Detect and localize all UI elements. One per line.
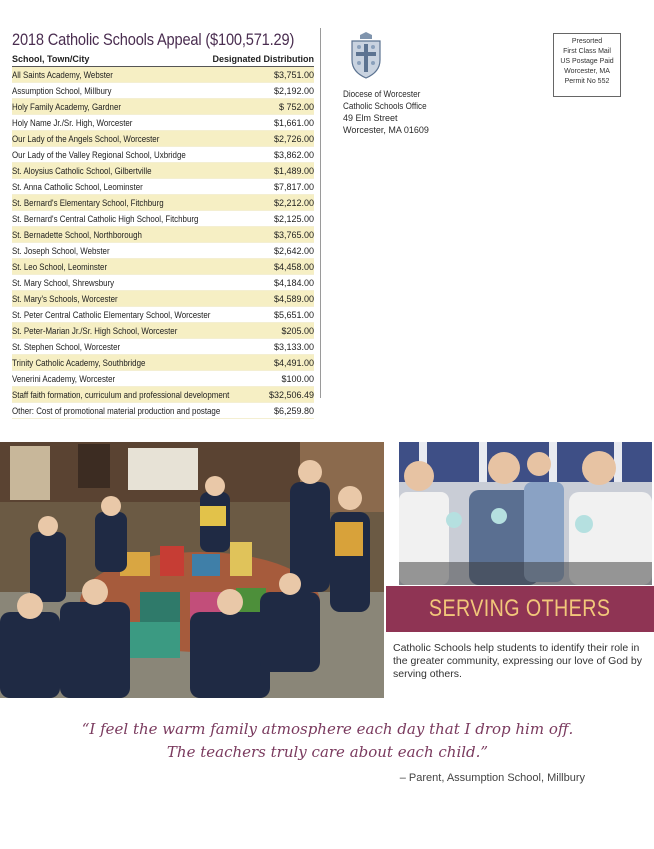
school-name: St. Joseph School, Webster [12, 245, 110, 256]
postage-line2: First Class Mail [563, 48, 611, 55]
school-name: St. Leo School, Leominster [12, 261, 108, 272]
school-name: St. Aloysius Catholic School, Gilbertville [12, 165, 152, 176]
distribution-amount: $4,184.00 [273, 277, 314, 288]
school-name: Trinity Catholic Academy, Southbridge [12, 357, 146, 368]
photo-children-with-flowers [399, 442, 652, 585]
address-org-line2: Catholic Schools Office [343, 101, 427, 111]
serving-others-banner [386, 586, 654, 632]
distribution-amount: $5,651.00 [273, 309, 314, 320]
appeal-title: 2018 Catholic Schools Appeal ($100,571.29) [12, 30, 295, 49]
school-name: St. Bernard's Central Catholic High School, Fitchburg [12, 213, 199, 224]
table-row [12, 99, 314, 115]
quote-line2: The teachers truly care about each child.” [166, 743, 489, 761]
distribution-amount: $2,212.00 [273, 197, 314, 208]
school-name: Our Lady of the Valley Regional School, Uxbridge [12, 149, 186, 160]
distribution-amount: $3,133.00 [273, 341, 314, 352]
distribution-amount: $3,862.00 [273, 149, 314, 160]
address-street: 49 Elm Street [343, 113, 398, 123]
school-name: Other: Cost of promotional material production and postage [12, 405, 221, 416]
address-city: Worcester, MA 01609 [343, 125, 429, 135]
postage-line4: Worcester, MA [564, 68, 610, 75]
photo-students-food-drive [0, 442, 384, 698]
distribution-amount: $3,765.00 [273, 229, 314, 240]
school-name: St. Bernadette School, Northborough [12, 229, 142, 240]
school-name: Venerini Academy, Worcester [12, 373, 116, 384]
quote-attribution: – Parent, Assumption School, Millbury [399, 772, 585, 784]
table-row [12, 163, 314, 179]
school-name: St. Anna Catholic School, Leominster [12, 181, 143, 192]
table-row [12, 131, 314, 147]
col-header-school: School, Town/City [12, 54, 90, 64]
table-row [12, 227, 314, 243]
school-name: Staff faith formation, curriculum and professional development [12, 389, 230, 400]
distribution-amount: $32,506.49 [268, 389, 314, 400]
distribution-amount: $100.00 [281, 373, 314, 384]
postage-line1: Presorted [571, 38, 603, 45]
postage-line3: US Postage Paid [560, 58, 614, 65]
distribution-amount: $2,192.00 [273, 85, 314, 96]
distribution-amount: $4,589.00 [273, 293, 314, 304]
col-header-distribution: Designated Distribution [212, 54, 314, 64]
diocese-crest-icon [346, 32, 386, 80]
table-row [12, 323, 314, 339]
table-row [12, 147, 314, 163]
distribution-amount: $ 752.00 [278, 101, 314, 112]
table-row [12, 83, 314, 99]
distribution-amount: $2,642.00 [273, 245, 314, 256]
table-row [12, 387, 314, 403]
table-row [12, 243, 314, 259]
distribution-amount: $3,751.00 [273, 69, 314, 80]
table-row [12, 259, 314, 275]
school-name: All Saints Academy, Webster [12, 69, 113, 80]
table-row [12, 67, 314, 83]
table-row [12, 371, 314, 387]
table-row [12, 195, 314, 211]
school-name: St. Mary School, Shrewsbury [12, 277, 115, 288]
distribution-amount: $1,489.00 [273, 165, 314, 176]
parent-quote [40, 718, 615, 764]
table-row [12, 179, 314, 195]
school-name: St. Peter Central Catholic Elementary School, Worcester [12, 309, 211, 320]
school-name: Assumption School, Millbury [12, 85, 112, 96]
column-divider [320, 28, 321, 398]
distribution-amount: $205.00 [281, 325, 314, 336]
school-name: St. Stephen School, Worcester [12, 341, 121, 352]
postage-indicia [553, 33, 621, 97]
distribution-amount: $1,661.00 [273, 117, 314, 128]
quote-line1: “I feel the warm family atmosphere each day that I drop him off. [81, 720, 574, 738]
table-row [12, 403, 314, 419]
table-row [12, 115, 314, 131]
table-row [12, 275, 314, 291]
address-org-line1: Diocese of Worcester [343, 89, 421, 99]
school-name: Holy Name Jr./Sr. High, Worcester [12, 117, 133, 128]
table-row [12, 339, 314, 355]
table-row [12, 291, 314, 307]
table-row [12, 355, 314, 371]
postage-line5: Permit No 552 [564, 78, 610, 85]
school-name: St. Bernard's Elementary School, Fitchburg [12, 197, 164, 208]
distribution-amount: $6,259.80 [273, 405, 314, 416]
school-name: St. Peter-Marian Jr./Sr. High School, Worcester [12, 325, 178, 336]
appeal-header-row [12, 54, 314, 67]
distribution-amount: $2,125.00 [273, 213, 314, 224]
table-row [12, 307, 314, 323]
distribution-amount: $4,491.00 [273, 357, 314, 368]
distribution-amount: $4,458.00 [273, 261, 314, 272]
school-name: Holy Family Academy, Gardner [12, 101, 122, 112]
distribution-amount: $7,817.00 [273, 181, 314, 192]
table-row [12, 211, 314, 227]
appeal-rows [12, 67, 314, 419]
distribution-amount: $2,726.00 [273, 133, 314, 144]
serving-others-text: Catholic Schools help students to identify their role in the greater community, expressing our love of God by serving others. [393, 642, 643, 680]
serving-others-title: SERVING OTHERS [429, 595, 611, 622]
school-name: St. Mary's Schools, Worcester [12, 293, 118, 304]
school-name: Our Lady of the Angels School, Worcester [12, 133, 160, 144]
return-address [343, 88, 436, 136]
appeal-table [12, 30, 314, 419]
